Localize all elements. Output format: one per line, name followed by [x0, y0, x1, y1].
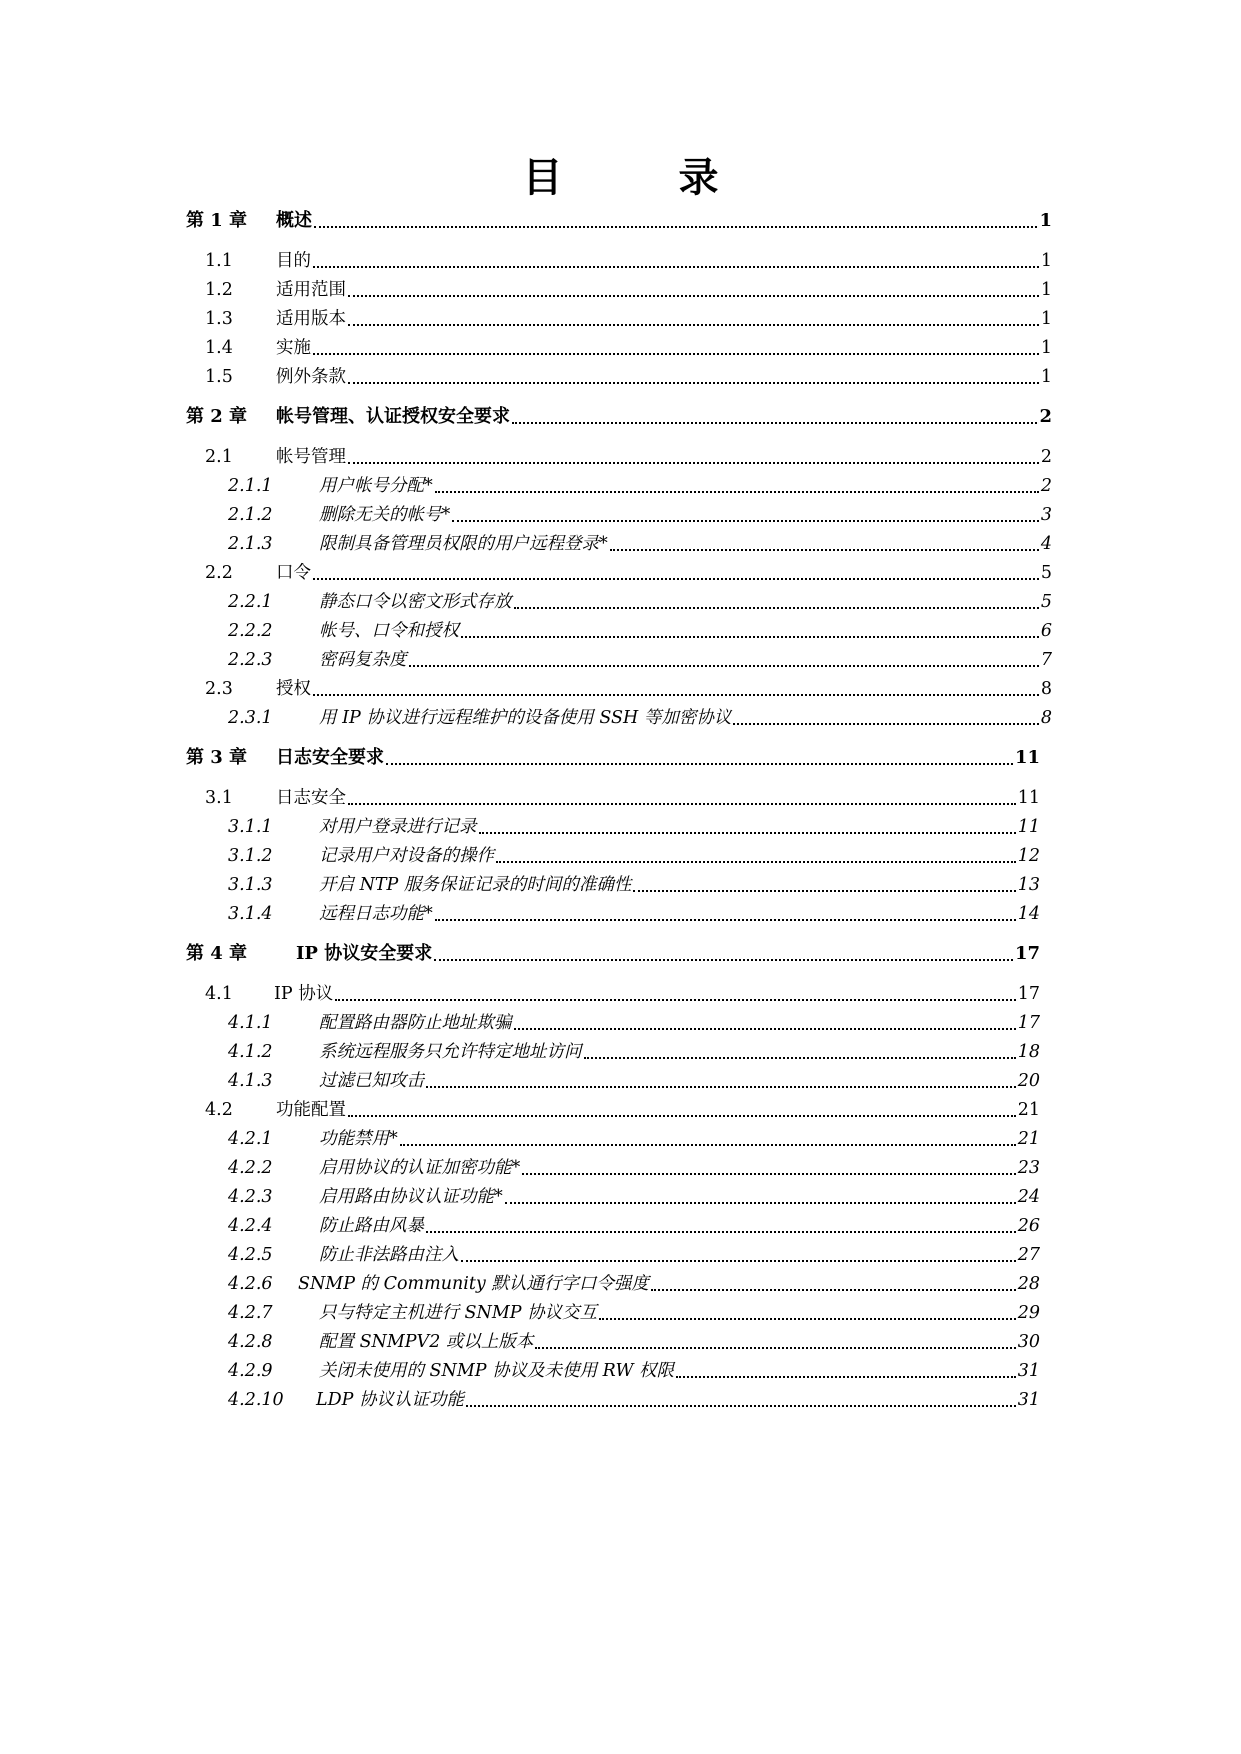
toc-entry-label: 关闭未使用的 SNMP 协议及未使用 RW 权限: [319, 1361, 675, 1381]
toc-section-entry[interactable]: [186, 303, 1052, 331]
toc-entry-number: 2.1.1: [228, 476, 273, 496]
dot-leader: [522, 1172, 1015, 1175]
toc-chapter-entry[interactable]: [186, 401, 1052, 429]
toc-entry-number: 4.2.4: [228, 1216, 273, 1236]
toc-entry-page-number: 18: [1017, 1042, 1040, 1062]
toc-subsection-entry[interactable]: [186, 1036, 1040, 1064]
toc-entry-page-number: 8: [1040, 708, 1052, 728]
toc-entry-label: 用 IP 协议进行远程维护的设备使用 SSH 等加密协议: [319, 708, 732, 728]
toc-entry-number: 4.2.1: [228, 1129, 273, 1149]
toc-entry-page-number: 31: [1017, 1361, 1040, 1381]
toc-section-entry[interactable]: [186, 1094, 1040, 1122]
toc-entry-label: 系统远程服务只允许特定地址访问: [319, 1042, 582, 1062]
toc-entry-label: 功能禁用*: [319, 1129, 398, 1149]
toc-entry-label: 开启 NTP 服务保证记录的时间的准确性: [319, 875, 632, 895]
toc-entry-page-number: 30: [1017, 1332, 1040, 1352]
dot-leader: [386, 762, 1013, 765]
toc-entry-number: 4.2: [205, 1100, 233, 1120]
toc-subsection-entry[interactable]: [186, 499, 1052, 527]
toc-entry-label: 对用户登录进行记录: [319, 817, 477, 837]
toc-subsection-entry[interactable]: [186, 644, 1052, 672]
toc-entry-number: 3.1.2: [228, 846, 273, 866]
dot-leader: [348, 323, 1039, 326]
toc-entry-page-number: 8: [1040, 679, 1052, 699]
toc-entry-label: 密码复杂度: [319, 650, 407, 670]
toc-entry-number: 4.2.3: [228, 1187, 273, 1207]
toc-entry-number: 4.1.3: [228, 1071, 273, 1091]
toc-entry-number: 2.2.1: [228, 592, 273, 612]
toc-entry-label: 启用路由协议认证功能*: [319, 1187, 503, 1207]
toc-subsection-entry[interactable]: [186, 702, 1052, 730]
toc-entry-number: 1.2: [205, 280, 233, 300]
toc-entry-number: 4.2.7: [228, 1303, 273, 1323]
toc-entry-number: 2.1.3: [228, 534, 273, 554]
toc-entry-number: 1.3: [205, 309, 233, 329]
toc-entry-label: 概述: [276, 210, 312, 231]
toc-entry-page-number: 26: [1017, 1216, 1040, 1236]
dot-leader: [496, 860, 1016, 863]
toc-entry-page-number: 2: [1040, 476, 1052, 496]
toc-entry-label: 用户帐号分配*: [319, 476, 433, 496]
toc-entry-number: 4.2.9: [228, 1361, 273, 1381]
dot-leader: [313, 265, 1039, 268]
dot-leader: [313, 693, 1039, 696]
toc-subsection-entry[interactable]: [186, 1152, 1040, 1180]
toc-section-entry[interactable]: [186, 274, 1052, 302]
toc-entry-number: 3.1.1: [228, 817, 273, 837]
toc-entry-number: 2.1: [205, 447, 233, 467]
toc-entry-label: 配置 SNMPV2 或以上版本: [319, 1332, 534, 1352]
toc-subsection-entry[interactable]: [186, 1123, 1040, 1151]
toc-entry-page-number: 14: [1017, 904, 1040, 924]
dot-leader: [610, 548, 1039, 551]
dot-leader: [435, 918, 1016, 921]
toc-entry-page-number: 17: [1014, 943, 1040, 964]
dot-leader: [426, 1085, 1016, 1088]
toc-entry-number: 2.1.2: [228, 505, 273, 525]
dot-leader: [461, 635, 1039, 638]
toc-subsection-entry[interactable]: [186, 898, 1040, 926]
toc-subsection-entry[interactable]: [186, 1239, 1040, 1267]
toc-section-entry[interactable]: [186, 557, 1052, 585]
toc-entry-page-number: 7: [1040, 650, 1052, 670]
toc-entry-label: SNMP 的 Community 默认通行字口令强度: [298, 1274, 649, 1294]
dot-leader: [313, 352, 1039, 355]
toc-subsection-entry[interactable]: [186, 1268, 1040, 1296]
toc-entry-label: 配置路由器防止地址欺骗: [319, 1013, 512, 1033]
toc-entry-label: 记录用户对设备的操作: [319, 846, 494, 866]
dot-leader: [461, 1259, 1016, 1262]
toc-entry-number: 4.2.5: [228, 1245, 273, 1265]
toc-subsection-entry[interactable]: [186, 1181, 1040, 1209]
toc-entry-page-number: 13: [1017, 875, 1040, 895]
toc-entry-number: 1.5: [205, 367, 233, 387]
toc-subsection-entry[interactable]: [186, 1326, 1040, 1354]
toc-entry-number: 3.1.4: [228, 904, 273, 924]
dot-leader: [512, 421, 1037, 424]
toc-entry-page-number: 3: [1040, 505, 1052, 525]
toc-subsection-entry[interactable]: [186, 811, 1040, 839]
toc-subsection-entry[interactable]: [186, 586, 1052, 614]
toc-subsection-entry[interactable]: [186, 869, 1040, 897]
toc-entry-number: 4.1.2: [228, 1042, 273, 1062]
toc-entry-page-number: 11: [1017, 788, 1040, 808]
toc-entry-page-number: 17: [1017, 1013, 1040, 1033]
toc-entry-label: 日志安全要求: [276, 747, 384, 768]
dot-leader: [466, 1404, 1016, 1407]
toc-entry-label: 只与特定主机进行 SNMP 协议交互: [319, 1303, 598, 1323]
toc-section-entry[interactable]: [186, 361, 1052, 389]
toc-entry-label: 删除无关的帐号*: [319, 505, 451, 525]
toc-entry-number: 4.1.1: [228, 1013, 273, 1033]
toc-entry-label: 启用协议的认证加密功能*: [319, 1158, 521, 1178]
toc-entry-number: 第 1 章: [186, 210, 248, 231]
dot-leader: [434, 958, 1013, 961]
toc-entry-page-number: 5: [1040, 592, 1052, 612]
toc-entry-page-number: 1: [1040, 280, 1052, 300]
toc-entry-label: 口令: [276, 563, 311, 583]
toc-entry-number: 第 3 章: [186, 747, 248, 768]
toc-entry-label: IP 协议: [274, 984, 334, 1004]
toc-entry-number: 第 2 章: [186, 406, 248, 427]
toc-entry-label: 帐号管理: [276, 447, 346, 467]
dot-leader: [400, 1143, 1016, 1146]
toc-chapter-entry[interactable]: [186, 742, 1040, 770]
toc-entry-number: 3.1.3: [228, 875, 273, 895]
toc-entry-label: 功能配置: [276, 1100, 346, 1120]
dot-leader: [348, 802, 1016, 805]
dot-leader: [676, 1375, 1016, 1378]
dot-leader: [651, 1288, 1016, 1291]
toc-entry-number: 1.1: [205, 251, 233, 271]
toc-entry-number: 2.3: [205, 679, 233, 699]
toc-section-entry[interactable]: [186, 441, 1052, 469]
toc-entry-page-number: 1: [1039, 210, 1052, 231]
toc-subsection-entry[interactable]: [186, 1210, 1040, 1238]
toc-entry-label: 限制具备管理员权限的用户远程登录*: [319, 534, 608, 554]
toc-entry-label: 过滤已知攻击: [319, 1071, 424, 1091]
toc-subsection-entry[interactable]: [186, 1065, 1040, 1093]
dot-leader: [314, 225, 1037, 228]
toc-entry-number: 4.2.6: [228, 1274, 273, 1294]
toc-subsection-entry[interactable]: [186, 1384, 1040, 1412]
toc-entry-page-number: 24: [1017, 1187, 1040, 1207]
toc-entry-number: 2.2: [205, 563, 233, 583]
toc-entry-page-number: 1: [1040, 367, 1052, 387]
toc-entry-page-number: 1: [1040, 309, 1052, 329]
toc-entry-label: 静态口令以密文形式存放: [319, 592, 512, 612]
toc-entry-label: 适用范围: [276, 280, 346, 300]
toc-entry-label: 日志安全: [276, 788, 346, 808]
toc-entry-number: 第 4 章: [186, 943, 248, 964]
dot-leader: [633, 889, 1015, 892]
toc-subsection-entry[interactable]: [186, 1007, 1040, 1035]
toc-section-entry[interactable]: [186, 782, 1040, 810]
toc-entry-label: 适用版本: [276, 309, 346, 329]
toc-entry-page-number: 6: [1040, 621, 1052, 641]
toc-section-entry[interactable]: [186, 978, 1040, 1006]
toc-entry-page-number: 28: [1017, 1274, 1040, 1294]
dot-leader: [505, 1201, 1016, 1204]
toc-entry-page-number: 29: [1017, 1303, 1040, 1323]
toc-entry-label: 远程日志功能*: [319, 904, 433, 924]
dot-leader: [514, 606, 1039, 609]
toc-entry-label: 帐号管理、认证授权安全要求: [276, 406, 510, 427]
dot-leader: [409, 664, 1039, 667]
dot-leader: [426, 1230, 1016, 1233]
dot-leader: [733, 722, 1038, 725]
toc-entry-page-number: 11: [1014, 747, 1040, 768]
toc-section-entry[interactable]: [186, 332, 1052, 360]
toc-entry-label: 实施: [276, 338, 311, 358]
toc-entry-label: LDP 协议认证功能: [316, 1390, 464, 1410]
dot-leader: [348, 294, 1039, 297]
toc-entry-number: 4.2.8: [228, 1332, 273, 1352]
dot-leader: [584, 1056, 1016, 1059]
toc-entry-label: 例外条款: [276, 367, 346, 387]
dot-leader: [348, 381, 1039, 384]
toc-entry-number: 4.1: [205, 984, 233, 1004]
toc-subsection-entry[interactable]: [186, 840, 1040, 868]
dot-leader: [599, 1317, 1016, 1320]
toc-entry-number: 2.3.1: [228, 708, 273, 728]
dot-leader: [535, 1346, 1015, 1349]
toc-entry-number: 4.2.10: [228, 1390, 284, 1410]
toc-entry-number: 2.2.2: [228, 621, 273, 641]
toc-entry-page-number: 20: [1017, 1071, 1040, 1091]
toc-entry-page-number: 27: [1017, 1245, 1040, 1265]
toc-entry-label: 授权: [276, 679, 311, 699]
dot-leader: [348, 461, 1039, 464]
toc-entry-number: 1.4: [205, 338, 233, 358]
toc-entry-page-number: 11: [1017, 817, 1040, 837]
toc-entry-page-number: 5: [1040, 563, 1052, 583]
toc-entry-page-number: 2: [1039, 406, 1052, 427]
toc-entry-page-number: 21: [1017, 1129, 1040, 1149]
toc-entry-page-number: 4: [1040, 534, 1052, 554]
toc-entry-label: 防止非法路由注入: [319, 1245, 459, 1265]
toc-entry-page-number: 21: [1017, 1100, 1040, 1120]
page-title: 目 录: [522, 154, 757, 201]
dot-leader: [435, 490, 1039, 493]
toc-entry-page-number: 17: [1017, 984, 1040, 1004]
toc-subsection-entry[interactable]: [186, 1297, 1040, 1325]
toc-entry-page-number: 31: [1017, 1390, 1040, 1410]
toc-entry-page-number: 1: [1040, 338, 1052, 358]
toc-entry-page-number: 1: [1040, 251, 1052, 271]
toc-subsection-entry[interactable]: [186, 615, 1052, 643]
dot-leader: [348, 1114, 1016, 1117]
toc-chapter-entry[interactable]: [186, 205, 1052, 233]
dot-leader: [514, 1027, 1016, 1030]
toc-entry-label: IP 协议安全要求: [296, 943, 433, 964]
toc-entry-number: 4.2.2: [228, 1158, 273, 1178]
toc-subsection-entry[interactable]: [186, 470, 1052, 498]
dot-leader: [452, 519, 1039, 522]
toc-entry-page-number: 23: [1017, 1158, 1040, 1178]
toc-section-entry[interactable]: [186, 245, 1052, 273]
toc-subsection-entry[interactable]: [186, 1355, 1040, 1383]
dot-leader: [335, 998, 1015, 1001]
dot-leader: [313, 577, 1039, 580]
toc-entry-label: 防止路由风暴: [319, 1216, 424, 1236]
toc-subsection-entry[interactable]: [186, 528, 1052, 556]
dot-leader: [479, 831, 1016, 834]
toc-entry-label: 目的: [276, 251, 311, 271]
toc-entry-label: 帐号、口令和授权: [319, 621, 459, 641]
toc-entry-page-number: 2: [1040, 447, 1052, 467]
toc-section-entry[interactable]: [186, 673, 1052, 701]
toc-entry-number: 3.1: [205, 788, 233, 808]
toc-entry-page-number: 12: [1017, 846, 1040, 866]
toc-chapter-entry[interactable]: [186, 938, 1040, 966]
toc-entry-number: 2.2.3: [228, 650, 273, 670]
